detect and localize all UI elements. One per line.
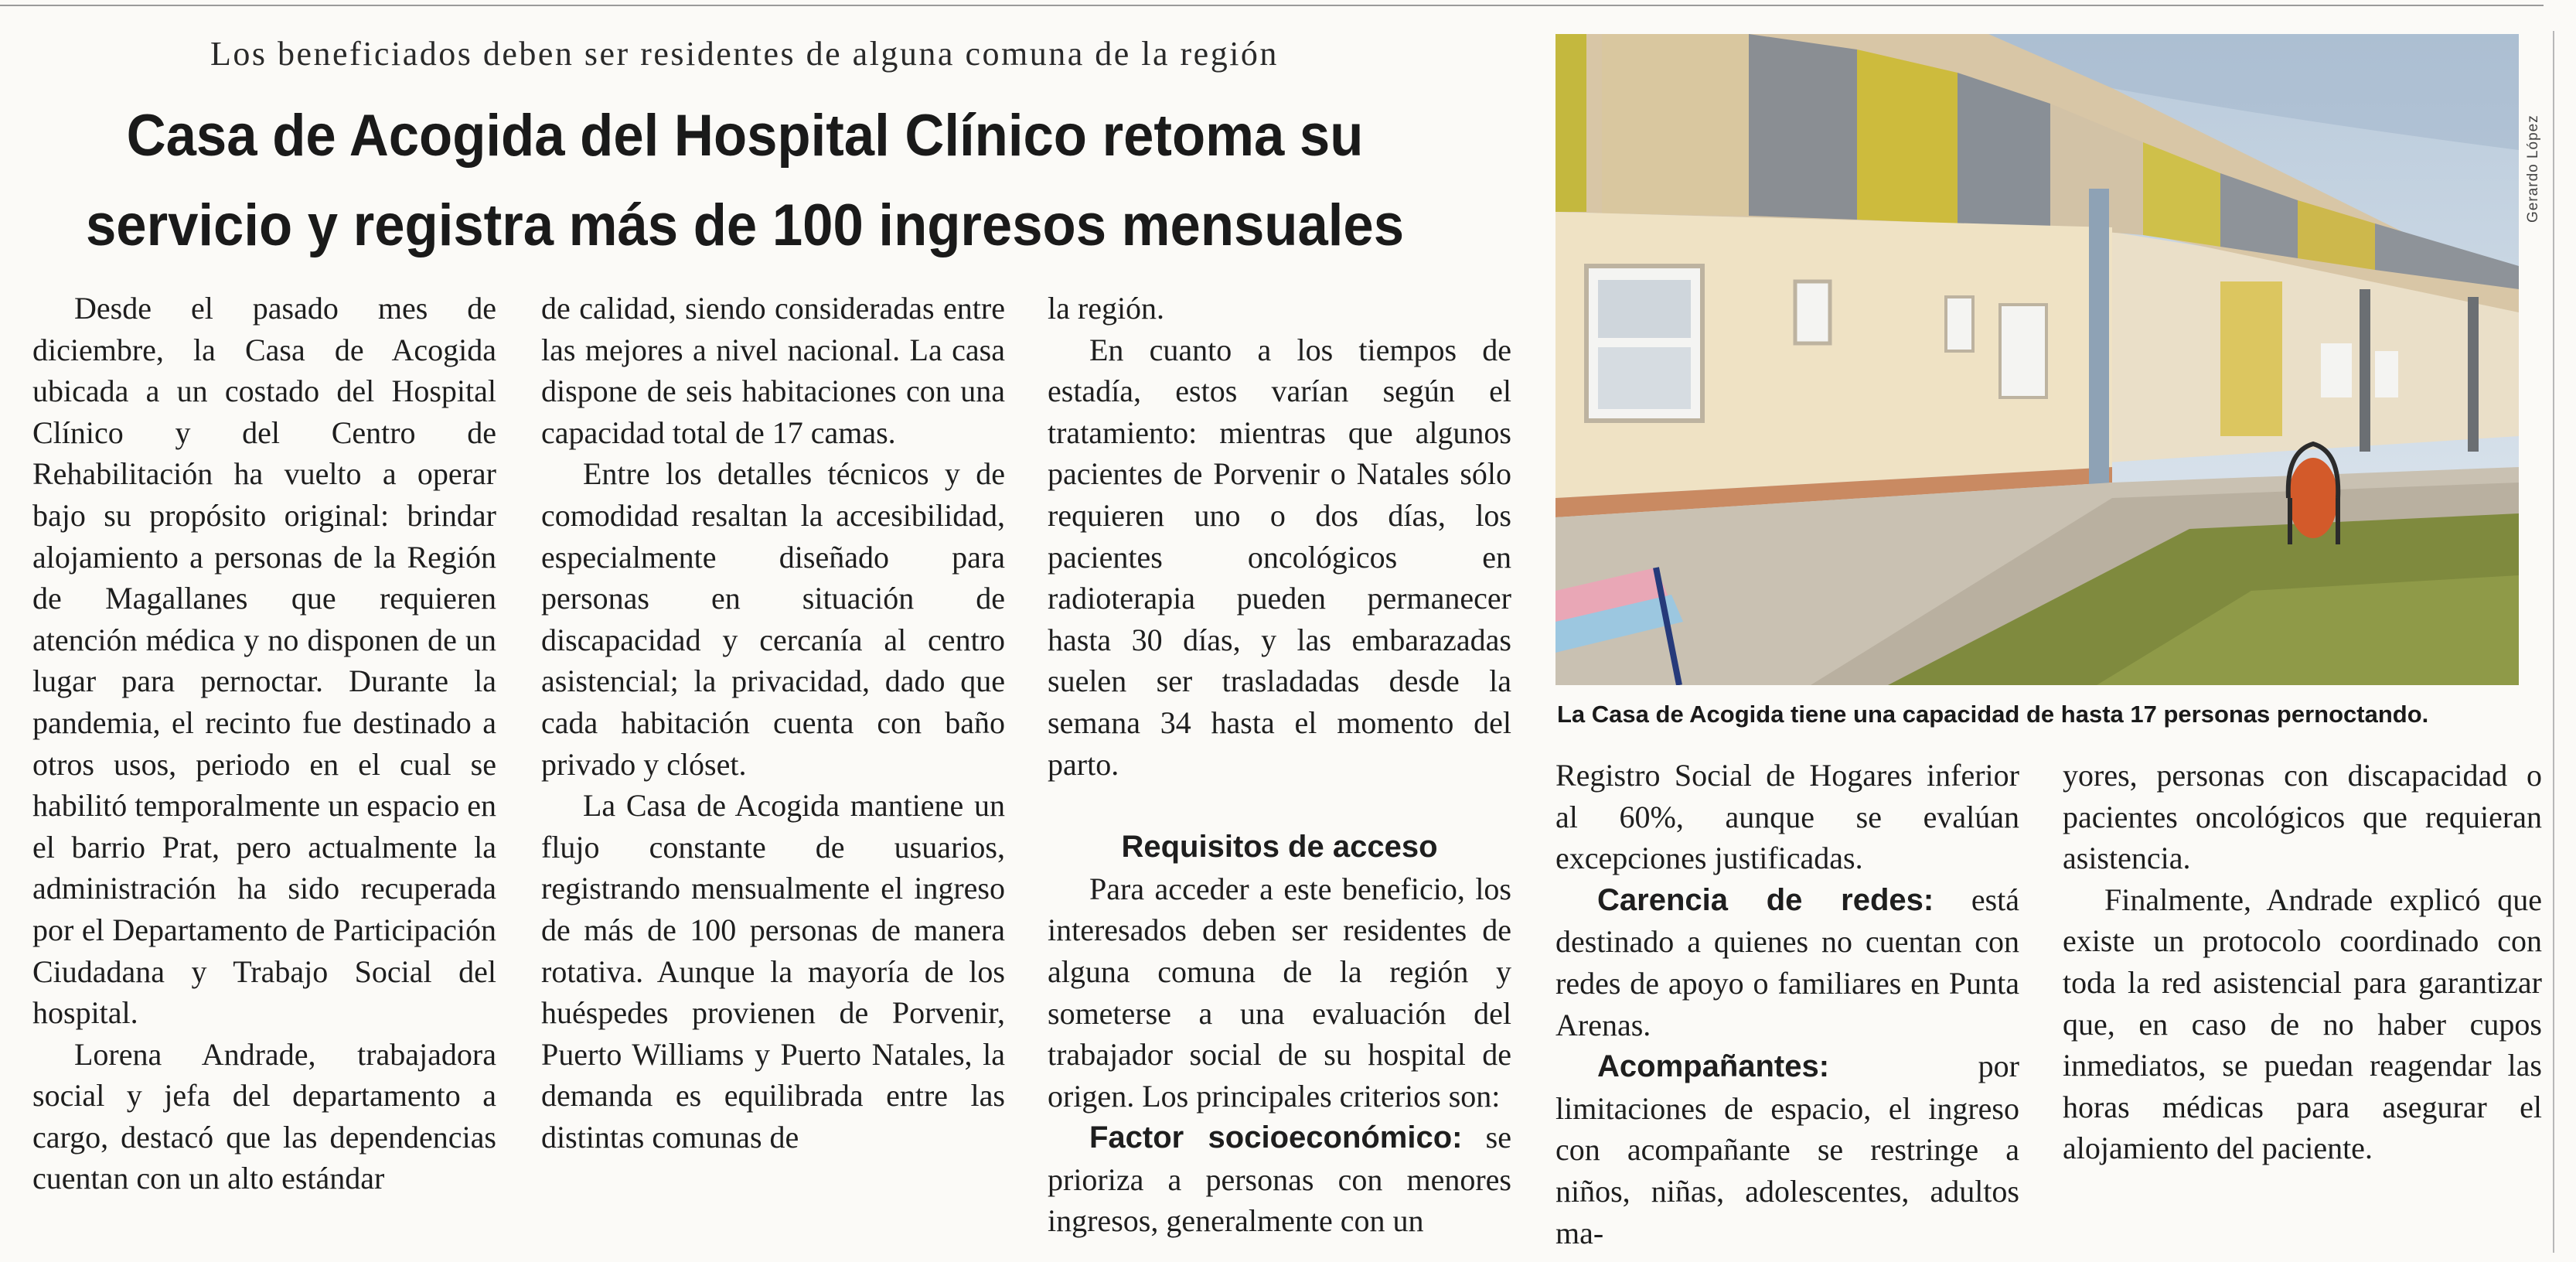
criterion-label: Acompañantes: (1597, 1049, 1830, 1084)
article-photo (1555, 34, 2519, 685)
article-kicker: Los beneficiados deben ser residentes de alguna comuna de la región (210, 35, 1279, 73)
headline-line-1: Casa de Acogida del Hospital Clínico retoma su (126, 103, 1364, 169)
photo-credit: Gerardo López (2525, 114, 2541, 223)
facade-panel (1602, 34, 1749, 216)
criterion-label: Factor socioeconómico: (1089, 1120, 1463, 1155)
criterion-text: está destinado a quienes no cuentan con redes de apoyo o familiares en Punta Arenas. (1555, 882, 2020, 1042)
paragraph: Entre los detalles técnicos y de comodidad resaltan la accesibilidad, especialmente diseñado para personas en situación de discapacidad y cercanía al centro asistencial; la privacidad, dado que cada habitación cuenta con baño privado y clóset. (541, 456, 1005, 782)
body-column-1 (32, 288, 496, 1199)
criterion-paragraph (1555, 879, 2019, 1045)
paragraph: Para acceder a este beneficio, los interesados deben ser residentes de alguna comuna de la región y someterse a una evaluación del trabajador social de su hospital de origen. Los principales criterios son: (1048, 871, 1511, 1114)
paragraph: Lorena Andrade, trabajadora social y jefa del departamento a cargo, destacó que las dependencias cuentan con un alto estándar (32, 1036, 496, 1196)
right-rule (2553, 31, 2554, 1253)
body-column-5 (2063, 755, 2542, 1169)
criterion-label: Carencia de redes: (1597, 882, 1934, 917)
paragraph: Desde el pasado mes de diciembre, la Casa de Acogida ubicada a un costado del Hospital Clínico y del Centro de Rehabilitación ha vuelto a operar bajo su propósito original: brindar alojamiento a personas de la Región de Magallanes que requieren atención médica y no disponen de un lugar para pernoctar. Durante la pandemia, el recinto fue destinado a otros usos, periodo en el cual se habilitó temporalmente un espacio en el barrio Prat, pero actualmente la administración ha sido recuperada por el Departamento de Participación Ciudadana y Trabajo Social del hospital. (32, 291, 496, 1031)
paragraph: En cuanto a los tiempos de estadía, estos varían según el tratamiento: mientras que algunos pacientes de Porvenir o Natales sólo requieren uno o dos días, los pacientes oncológicos en radioterapia pueden permanecer hasta 30 días, y las embarazadas suelen ser trasladadas desde la semana 34 hasta el momento del parto. (1048, 332, 1511, 782)
paragraph: la región. (1048, 291, 1165, 326)
headline-line-2: servicio y registra más de 100 ingresos mensuales (85, 193, 1405, 258)
criterion-paragraph (1048, 1117, 1511, 1242)
paragraph: yores, personas con discapacidad o pacientes oncológicos que requieran asistencia. (2063, 758, 2542, 876)
body-column-2 (541, 288, 1005, 1158)
paragraph: de calidad, siendo consideradas entre las mejores a nivel nacional. La casa dispone de seis habitaciones con una capacidad total de 17 camas. (541, 291, 1005, 450)
body-column-4 (1555, 755, 2019, 1253)
paragraph: La Casa de Acogida mantiene un flujo constante de usuarios, registrando mensualmente el ingreso de más de 100 personas de manera rotativa. Aunque la mayoría de los huéspedes provienen de Porvenir, Puerto Williams y Puerto Natales, la demanda es equilibrada entre las distintas comunas de (541, 788, 1005, 1155)
criterion-text: por limitaciones de espacio, el ingreso con acompañante se restringe a niños, niñas, adolescentes, adultos ma- (1555, 1049, 2019, 1250)
photo-caption: La Casa de Acogida tiene una capacidad de hasta 17 personas pernoctando. (1557, 701, 2429, 728)
section-subheading: Requisitos de acceso (1121, 830, 1438, 865)
paragraph: Registro Social de Hogares inferior al 60%, aunque se evalúan excepciones justificadas. (1555, 758, 2019, 876)
article-headline (62, 91, 1428, 271)
paragraph: Finalmente, Andrade explicó que existe un protocolo coordinado con toda la red asistencial para garantizar que, en caso de no haber cupos inmediatos, se puedan reagendar las horas médicas para asegurar el alojamiento del paciente. (2063, 882, 2542, 1166)
top-rule (0, 5, 2544, 6)
criterion-paragraph (1555, 1045, 2019, 1253)
criterion-text: se prioriza a personas con menores ingresos, generalmente con un (1048, 1120, 1511, 1239)
building-photo-illustration (1555, 34, 2519, 685)
body-column-3 (1048, 288, 1511, 1242)
